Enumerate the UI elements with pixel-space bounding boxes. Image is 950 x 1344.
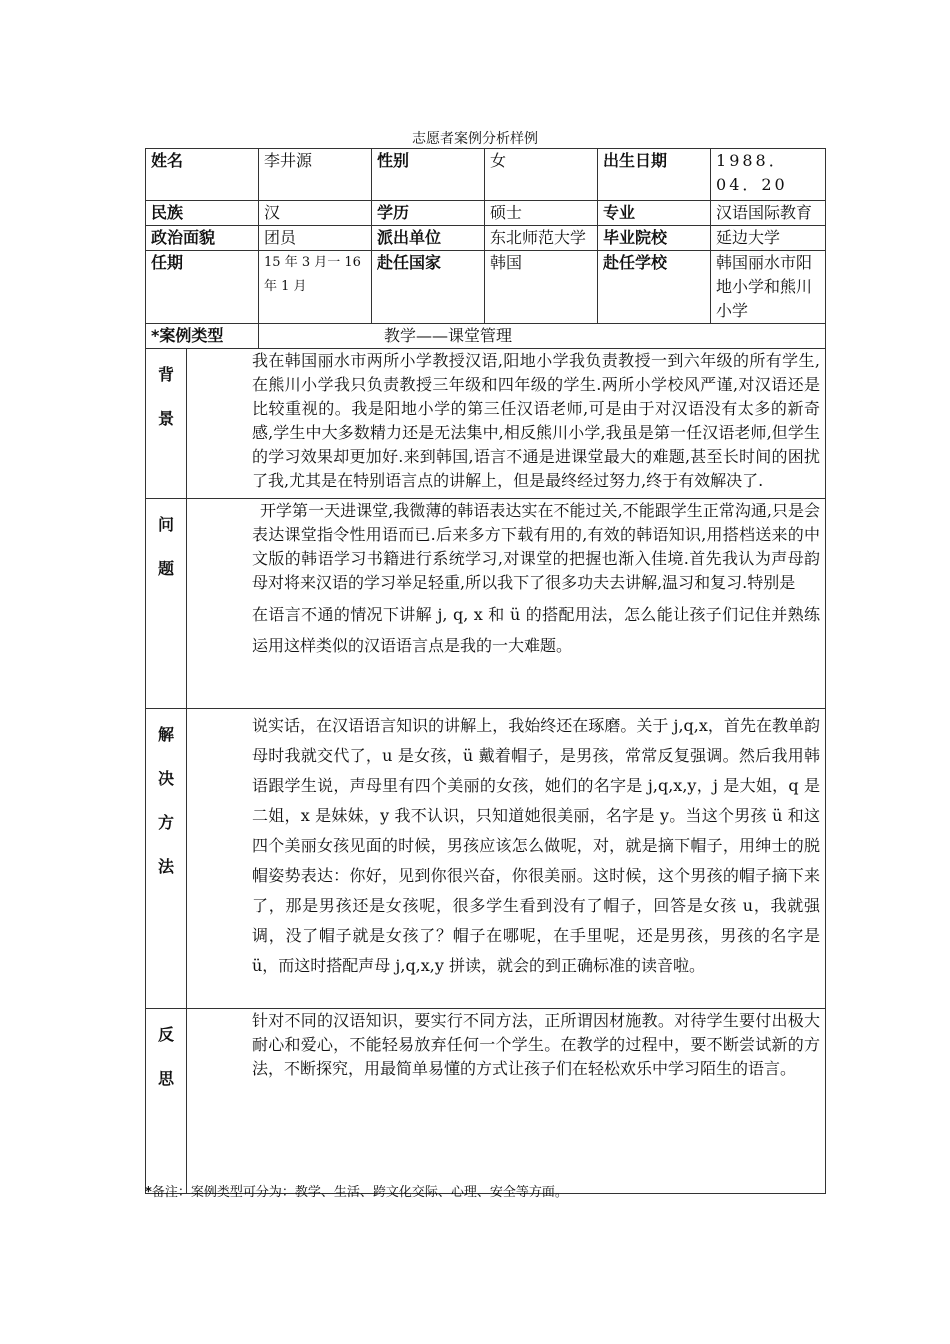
background-text: 我在韩国丽水市两所小学教授汉语,阳地小学我负责教授一到六年级的所有学生,在熊川小学我只负责教授三年级和四年级的学生.两所小学校风严谨,对汉语还是比较重视的。我是阳地小学的第三任汉语老师,可是由于对汉语没有太多的新奇感,学生中大多数精力还是无法集中,相反熊川小学,我虽是第一任汉语老师,但学生的学习效果却更加好.来到韩国,语言不通是进课堂最大的难题,甚至长时间的困扰了我,尤其是在特别语言点的讲解上，但是最终经过努力,终于有效解决了. <box>187 349 826 499</box>
country-value: 韩国 <box>485 251 598 324</box>
solution-text: 说实话，在汉语语言知识的讲解上，我始终还在琢磨。关于 j,q,x，首先在教单韵母时我就交代了，u 是女孩，ü 戴着帽子，是男孩，常常反复强调。然后我用韩语跟学生说，声母里有四个美丽的女孩，她们的名字是 j,q,x,y，j 是大姐，q 是二姐，x 是妹妹，y 我不认识，只知道她很美丽，名字是 y。当这个男孩 ü 和这四个美丽女孩见面的时候，男孩应该怎么做呢，对，就是摘下帽子，用绅士的脱帽姿势表达：你好，见到你很兴奋，你很美丽。这时候，这个男孩的帽子摘下来了，那是男孩还是女孩呢，很多学生看到没有了帽子，回答是女孩 u，我就强调，没了帽子就是女孩了？帽子在哪呢，在手里呢，还是男孩，男孩的名字是 ü，而这时搭配声母 j,q,x,y 拼读，就会的到正确标准的读音啦。 <box>187 709 826 1009</box>
row-name <box>146 149 826 201</box>
edu-label: 学历 <box>372 201 485 226</box>
background-label: 背 景 <box>146 349 187 499</box>
name-label: 姓名 <box>146 149 259 201</box>
name-value: 李井源 <box>259 149 372 201</box>
problem-text <box>187 499 826 709</box>
section-solution <box>146 709 826 1009</box>
footnote-mark: * <box>145 1185 152 1200</box>
country-label: 赴任国家 <box>372 251 485 324</box>
problem-label: 问 题 <box>146 499 187 709</box>
row-politics <box>146 226 826 251</box>
birth-value: 1988．04．20 <box>711 149 826 201</box>
case-type-value: 教学——课堂管理 <box>259 324 826 349</box>
birth-label: 出生日期 <box>598 149 711 201</box>
grad-value: 延边大学 <box>711 226 826 251</box>
problem-paragraph-1: 开学第一天进课堂,我微薄的韩语表达实在不能过关,不能跟学生正常沟通,只是会表达课堂指令性用语而已.后来多方下载有用的,有效的韩语知识,用搭档送来的中文版的韩语学习书籍进行系统学习,对课堂的把握也渐入佳境.首先我认为声母韵母对将来汉语的学习举足轻重,所以我下了很多功夫去讲解,温习和复习.特别是 <box>252 501 821 592</box>
solution-label: 解 决 方 法 <box>146 709 187 1009</box>
gender-value: 女 <box>485 149 598 201</box>
row-ethnic <box>146 201 826 226</box>
row-term <box>146 251 826 324</box>
school-label: 赴任学校 <box>598 251 711 324</box>
reflection-text: 针对不同的汉语知识，要实行不同方法，正所谓因材施教。对待学生要付出极大耐心和爱心，不能轻易放弃任何一个学生。在教学的过程中，要不断尝试新的方法，不断探究，用最简单易懂的方式让孩子们在轻松欢乐中学习陌生的语言。 <box>187 1009 826 1194</box>
edu-value: 硕士 <box>485 201 598 226</box>
politics-label: 政治面貌 <box>146 226 259 251</box>
section-reflection <box>146 1009 826 1194</box>
major-label: 专业 <box>598 201 711 226</box>
politics-value: 团员 <box>259 226 372 251</box>
ethnic-value: 汉 <box>259 201 372 226</box>
section-background <box>146 349 826 499</box>
footnote <box>145 1181 568 1200</box>
school-value: 韩国丽水市阳地小学和熊川小学 <box>711 251 826 324</box>
term-value: 15 年 3 月一 16 年 1 月 <box>259 251 372 324</box>
major-value: 汉语国际教育 <box>711 201 826 226</box>
document-title: 志愿者案例分析样例 <box>412 131 538 147</box>
case-type-label: *案例类型 <box>146 324 259 349</box>
row-case-type <box>146 324 826 349</box>
dispatch-value: 东北师范大学 <box>485 226 598 251</box>
problem-paragraph-2: 在语言不通的情况下讲解 j, q, x 和 ü 的搭配用法，怎么能让孩子们记住并熟练运用这样类似的汉语语言点是我的一大难题。 <box>252 605 821 655</box>
section-problem <box>146 499 826 709</box>
ethnic-label: 民族 <box>146 201 259 226</box>
reflection-label: 反 思 <box>146 1009 187 1194</box>
grad-label: 毕业院校 <box>598 226 711 251</box>
term-label: 任期 <box>146 251 259 324</box>
footnote-text: 备注：案例类型可分为：教学、生活、跨文化交际、心理、安全等方面。 <box>151 1185 568 1200</box>
case-form-table <box>145 148 826 1194</box>
gender-label: 性别 <box>372 149 485 201</box>
dispatch-label: 派出单位 <box>372 226 485 251</box>
